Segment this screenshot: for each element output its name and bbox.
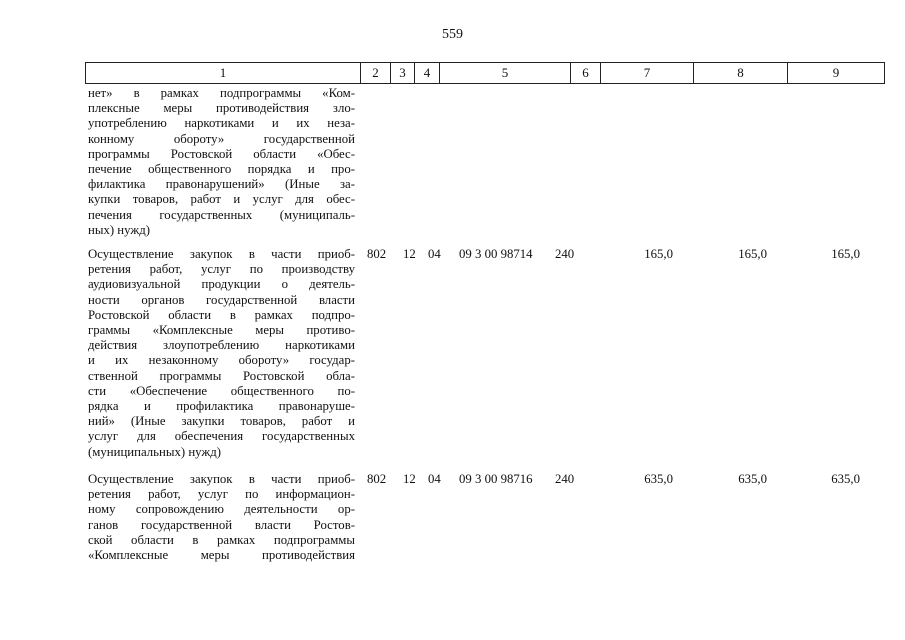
cell-section: 12 — [403, 472, 416, 486]
cell-target-code: 09 3 00 98714 — [459, 247, 533, 261]
description-line: ности органов государственной власти — [88, 292, 355, 307]
column-header-5: 5 — [440, 63, 571, 84]
cell-sum-1: 165,0 — [644, 247, 673, 261]
row-description — [88, 247, 355, 460]
description-line: сти «Обеспечение общественного по- — [88, 383, 355, 398]
cell-expense-type: 240 — [555, 247, 575, 261]
description-line: Осуществление закупок в части приоб- — [88, 472, 355, 486]
description-line: плексные меры противодействия зло- — [88, 101, 355, 116]
column-header-4: 4 — [415, 63, 440, 84]
cell-sum-2: 165,0 — [738, 247, 767, 261]
column-header-row — [86, 63, 885, 84]
cell-section: 12 — [403, 247, 416, 261]
description-line: и их незаконному обороту» государ- — [88, 353, 355, 368]
cell-sum-1: 635,0 — [644, 472, 673, 486]
description-line: ных) нужд) — [88, 222, 150, 237]
description-line: Ростовской области в рамках подпро- — [88, 307, 355, 322]
column-header-table — [85, 62, 885, 84]
cell-subsection: 04 — [428, 247, 441, 261]
column-header-7: 7 — [601, 63, 694, 84]
description-line: филактика правонарушений» (Иные за- — [88, 177, 355, 192]
description-line: действия злоупотреблению наркотиками — [88, 338, 355, 353]
description-line: печения государственных (муниципаль- — [88, 207, 355, 222]
description-line: купки товаров, работ и услуг для обес- — [88, 192, 355, 207]
column-header-9: 9 — [788, 63, 885, 84]
row-description — [88, 86, 355, 238]
description-line: ственной программы Ростовской обла- — [88, 368, 355, 383]
description-line: печение общественного порядка и про- — [88, 162, 355, 177]
cell-expense-type: 240 — [555, 472, 575, 486]
cell-admin-code: 802 — [367, 472, 387, 486]
row-description — [88, 472, 355, 563]
description-line: «Комплексные меры противодействия — [88, 548, 355, 563]
description-line: конному обороту» государственной — [88, 131, 355, 146]
cell-subsection: 04 — [428, 472, 441, 486]
description-line: употреблению наркотиками и их неза- — [88, 116, 355, 131]
column-header-2: 2 — [361, 63, 391, 84]
column-header-6: 6 — [571, 63, 601, 84]
description-line: граммы «Комплексные меры противо- — [88, 323, 355, 338]
description-line: нет» в рамках подпрограммы «Ком- — [88, 86, 355, 100]
column-header-8: 8 — [694, 63, 788, 84]
cell-sum-3: 635,0 — [831, 472, 860, 486]
description-line: ганов государственной власти Ростов- — [88, 517, 355, 532]
column-header-1: 1 — [86, 63, 361, 84]
description-line: рядка и профилактика правонаруше- — [88, 399, 355, 414]
description-line: (муниципальных) нужд) — [88, 444, 222, 459]
description-line: Осуществление закупок в части приоб- — [88, 247, 355, 261]
description-line: ской области в рамках подпрограммы — [88, 532, 355, 547]
cell-admin-code: 802 — [367, 247, 387, 261]
page-number: 559 — [442, 27, 463, 42]
cell-sum-3: 165,0 — [831, 247, 860, 261]
description-line: ретения работ, услуг по производству — [88, 262, 355, 277]
description-line: услуг для обеспечения государственных — [88, 429, 355, 444]
column-header-3: 3 — [391, 63, 415, 84]
description-line: ретения работ, услуг по информацион- — [88, 487, 355, 502]
cell-sum-2: 635,0 — [738, 472, 767, 486]
description-line: ному сопровождению деятельности ор- — [88, 502, 355, 517]
description-line: программы Ростовской области «Обес- — [88, 146, 355, 161]
description-line: ний» (Иные закупки товаров, работ и — [88, 414, 355, 429]
description-line: аудиовизуальной продукции о деятель- — [88, 277, 355, 292]
cell-target-code: 09 3 00 98716 — [459, 472, 533, 486]
